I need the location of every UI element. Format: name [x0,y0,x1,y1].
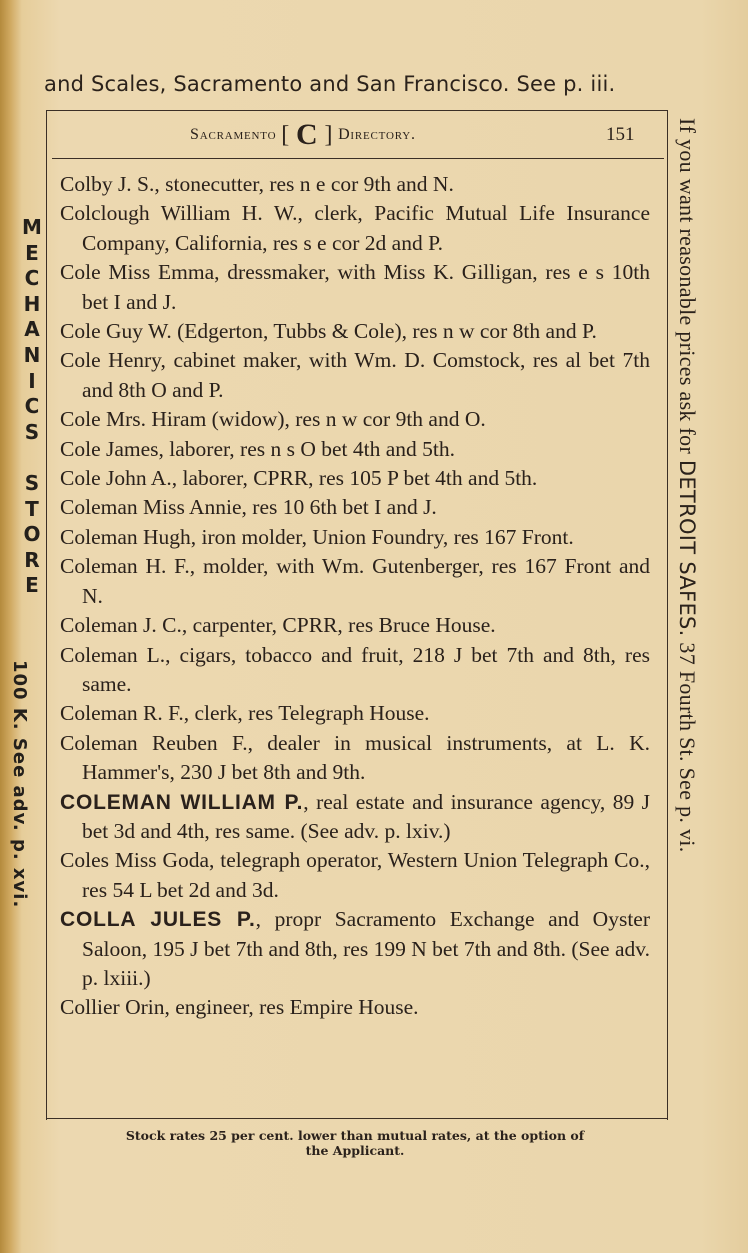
frame-bottom-rule [46,1118,668,1119]
left-ad-letter: C [24,266,40,291]
directory-entry [60,523,650,552]
directory-entry [60,464,650,493]
entry-text: Colby J. S., stonecutter, res n e cor 9th and N. [60,172,454,196]
directory-entry [60,435,650,464]
header-rule [52,158,664,159]
entry-text: , propr Sacramento Exchange and Oyster Saloon, 195 J bet 7th and 8th, res 199 N bet 7th and 8th. (See adv. p. lxiii.) [82,907,651,990]
entry-text: Coleman R. F., clerk, res Telegraph House. [60,701,430,726]
entry-text: Cole Mrs. Hiram (widow), res n w cor 9th and O. [60,407,486,432]
right-ad-text-c: 37 Fourth St. See p. vi. [675,636,700,853]
directory-entry [60,788,650,847]
frame-top-rule [46,110,668,111]
footer-note [60,1128,650,1158]
directory-entries [60,170,650,1023]
entry-text: Coleman Hugh, iron molder, Union Foundry, res 167 Front. [60,524,574,549]
entry-text: Coleman L., cigars, tobacco and fruit, 218 J bet 7th and 8th, res same. [60,642,650,696]
left-margin-advertisement [9,215,44,909]
directory-entry [60,699,650,728]
directory-entry [60,729,650,788]
entry-text: Coleman Miss Annie, res 10 6th bet I and J. [60,495,437,520]
left-ad-rotated-text: 100 K. See adv. p. xvi. [9,660,30,909]
right-margin-advertisement [674,118,700,853]
right-ad-text-b: DETROIT SAFES. [675,459,699,637]
directory-entry [60,552,650,611]
left-ad-letter [20,445,44,471]
entry-text: Cole James, laborer, res n s O bet 4th and 5th. [60,436,456,461]
entry-name: COLEMAN WILLIAM P. [60,790,304,814]
entry-name: COLLA JULES P. [60,908,256,932]
left-ad-letter: A [24,317,40,342]
directory-entry [60,199,650,258]
top-advertisement: and Scales, Sacramento and San Francisco. See p. iii. [44,72,616,96]
entry-text: Cole Henry, cabinet maker, with Wm. D. Comstock, res al bet 7th and 8th O and P. [60,348,650,402]
entry-text: Coles Miss Goda, telegraph operator, Western Union Telegraph Co., res 54 L bet 2d and 3d. [60,848,650,902]
left-ad-letter: E [25,240,39,265]
left-ad-letter: E [25,573,39,598]
entry-text: Collier Orin, engineer, res Empire House. [60,995,419,1020]
left-ad-letter: O [23,522,41,547]
left-ad-letter: M [22,215,42,239]
left-ad-letters [20,215,44,599]
directory-entry [60,405,650,434]
left-ad-letter: H [23,291,41,316]
left-ad-letter: S [24,470,40,495]
bracket-open: [ [281,122,290,148]
left-ad-letter: I [28,368,36,393]
directory-entry [60,170,650,199]
directory-entry [60,993,650,1022]
directory-entry [60,258,650,317]
entry-text: Cole Guy W. (Edgerton, Tubbs & Cole), res n w cor 8th and P. [60,319,597,344]
directory-entry [60,846,650,905]
running-head-left: Sacramento [190,126,277,143]
footer-line-1: Stock rates 25 per cent. lower than mutual rates, at the option of [125,1128,585,1143]
left-ad-letter: R [24,547,40,572]
directory-entry [60,641,650,700]
directory-entry [60,317,650,346]
bracket-close: ] [324,122,334,148]
left-ad-letter: N [23,342,41,367]
entry-text: Coleman Reuben F., dealer in musical instruments, at L. K. Hammer's, 230 J bet 8th and 9th. [60,730,650,785]
directory-entry [60,611,650,640]
right-ad-text-a: If you want reasonable prices ask for [675,118,700,460]
section-letter: C [295,118,319,151]
entry-text: Coleman H. F., molder, with Wm. Gutenberger, res 167 Front and N. [60,554,650,608]
entry-text: Cole Miss Emma, dressmaker, with Miss K. Gilligan, res e s 10th bet I and J. [60,260,650,314]
footer-line-2: the Applicant. [305,1143,405,1158]
running-head-right: Directory. [338,126,416,143]
page-number: 151 [606,124,635,145]
entry-text: Cole John A., laborer, CPRR, res 105 P bet 4th and 5th. [60,466,538,491]
directory-entry [60,493,650,522]
directory-entry [60,905,650,993]
left-ad-letter: T [25,496,39,521]
left-ad-letter: S [24,419,40,444]
directory-entry [60,346,650,405]
entry-text: Coleman J. C., carpenter, CPRR, res Bruce House. [60,613,496,638]
entry-text: Colclough William H. W., clerk, Pacific Mutual Life Insurance Company, California, res s e cor 2d and P. [60,201,650,255]
entry-text: , real estate and insurance agency, 89 J bet 3d and 4th, res same. (See adv. p. lxiv.) [82,789,650,843]
running-head [190,118,510,152]
left-ad-letter: C [24,394,40,419]
